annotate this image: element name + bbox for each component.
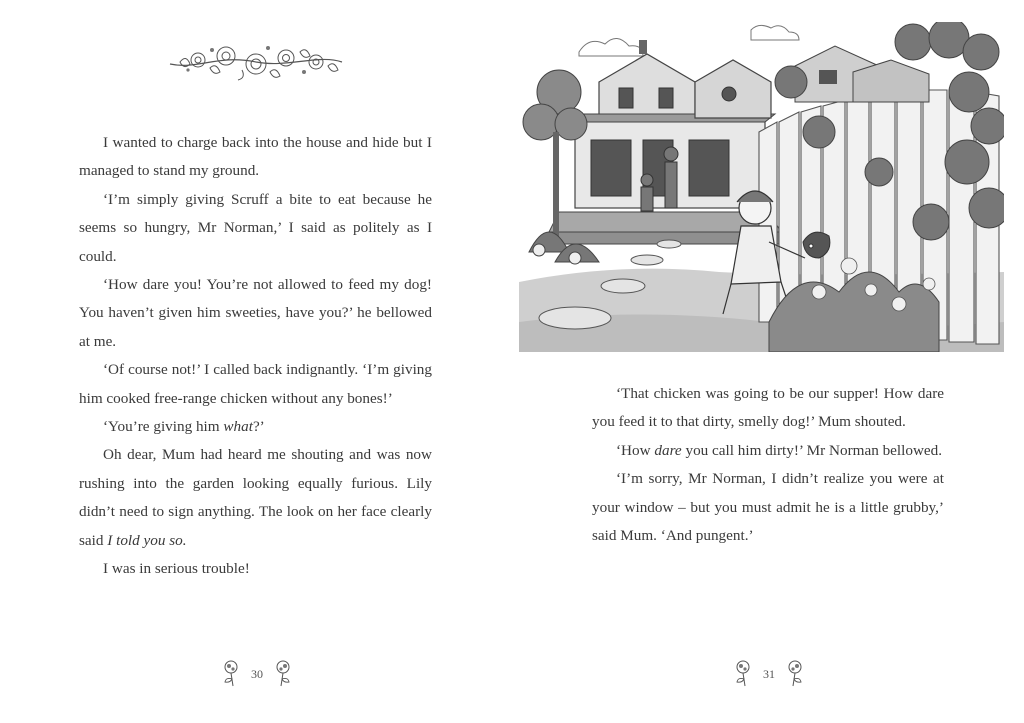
paragraph: ‘I’m sorry, Mr Norman, I didn’t realize you were at your window – but you must admit he is a little grubby,’ said Mum. ‘And pungent.’ — [592, 470, 944, 545]
hydrangea-sprig-icon — [272, 658, 292, 688]
hydrangea-sprig-icon — [222, 658, 242, 688]
paragraph: ‘I’m simply giving Scruff a bite to eat because he seems so hungry, Mr Norman,’ I said as politely as I could. — [79, 190, 432, 265]
paragraph: ‘You’re giving him what?’ — [103, 418, 265, 436]
hydrangea-sprig-icon — [734, 658, 754, 688]
paragraph: ‘That chicken was going to be our supper! How dare you feed it to that dirty, smelly dog!’ Mum shouted. — [592, 385, 944, 431]
page-number-ornament — [222, 658, 292, 690]
paragraph: I was in serious trouble! — [103, 560, 250, 578]
hydrangea-sprig-icon — [784, 658, 804, 688]
paragraph: ‘How dare you! You’re not allowed to feed my dog! You haven’t given him sweeties, have you?’ he bellowed at me. — [79, 276, 432, 350]
page-number: 31 — [763, 667, 775, 681]
page-number-ornament — [734, 658, 804, 690]
paragraph: Oh dear, Mum had heard me shouting and was now rushing into the garden looking equally furious. Lily didn’t need to sign anything. The look on her face clearly said I told you so. — [79, 446, 432, 549]
right-body-text — [592, 380, 944, 550]
left-body-text — [79, 129, 432, 584]
paragraph: ‘Of course not!’ I called back indignantly. ‘I’m giving him cooked free-range chicken without any bones!’ — [79, 361, 432, 407]
page-number: 30 — [251, 667, 263, 681]
right-page — [512, 0, 1024, 723]
paragraph: I wanted to charge back into the house and hide but I managed to stand my ground. — [79, 134, 432, 180]
floral-garland-icon — [168, 40, 344, 82]
paragraph: ‘How dare you call him dirty!’ Mr Norman bellowed. — [616, 441, 943, 459]
garden-scene-illustration — [519, 22, 1004, 352]
